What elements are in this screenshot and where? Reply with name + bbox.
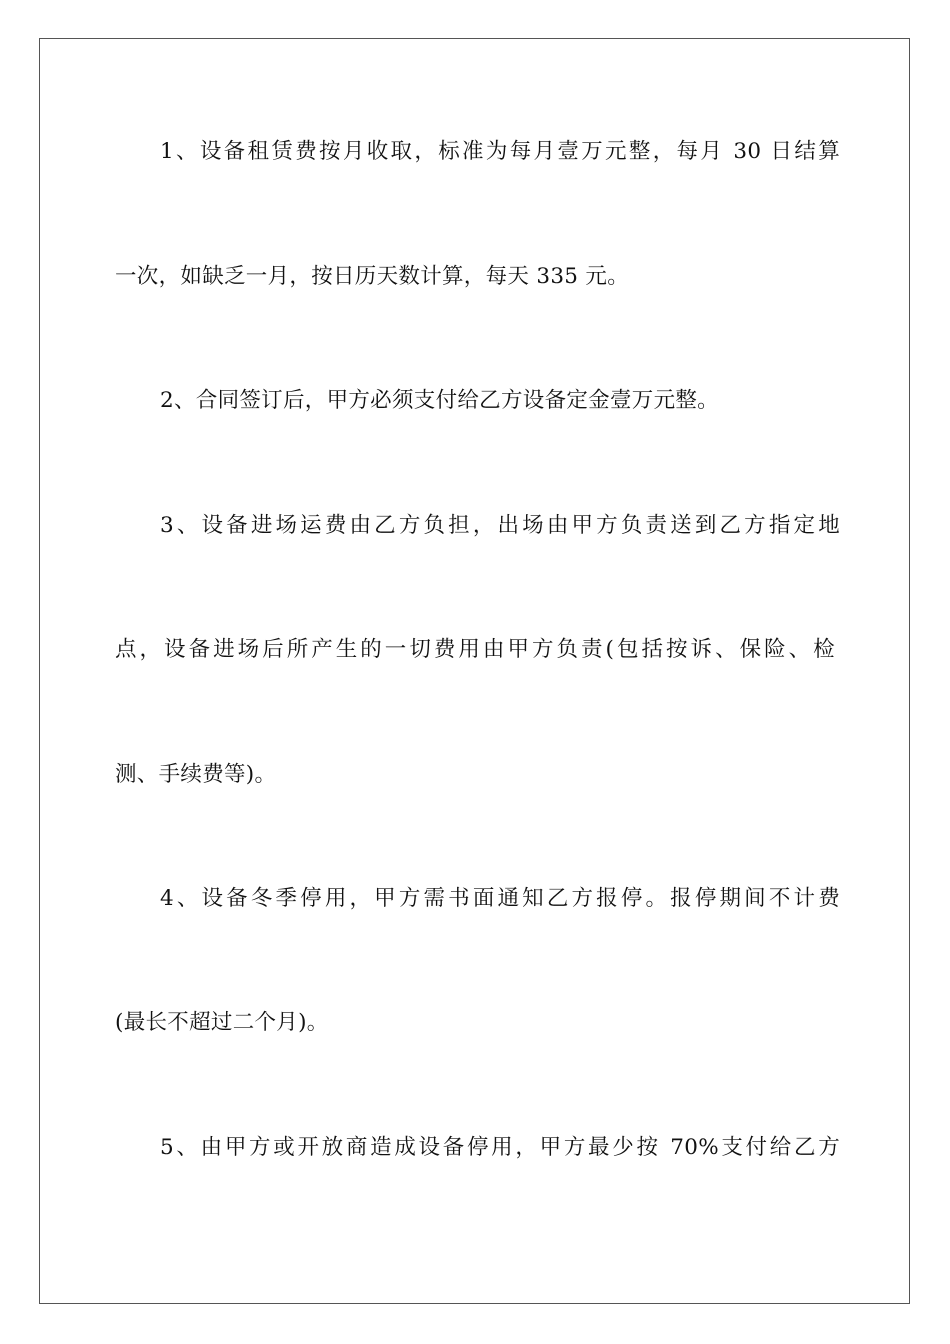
clause-3-line-3: 测、手续费等)。 <box>115 762 277 787</box>
clause-1-line-1: 1、设备租赁费按月收取，标准为每月壹万元整，每月 30 日结算 <box>160 139 840 164</box>
clause-1-line-2: 一次，如缺乏一月，按日历天数计算，每天 335 元。 <box>115 264 630 289</box>
clause-4-line-1: 4、设备冬季停用，甲方需书面通知乙方报停。报停期间不计费 <box>160 886 840 911</box>
clause-2-line-1: 2、合同签订后，甲方必须支付给乙方设备定金壹万元整。 <box>160 388 719 413</box>
clause-4-line-2: (最长不超过二个月)。 <box>115 1010 329 1035</box>
clause-5-line-1: 5、由甲方或开放商造成设备停用，甲方最少按 70%支付给乙方 <box>160 1135 840 1160</box>
page-frame <box>39 38 910 1304</box>
clause-3-line-1: 3、设备进场运费由乙方负担，出场由甲方负责送到乙方指定地 <box>160 513 840 538</box>
clause-3-line-2: 点，设备进场后所产生的一切费用由甲方负责(包括按诉、保险、检 <box>115 637 835 662</box>
